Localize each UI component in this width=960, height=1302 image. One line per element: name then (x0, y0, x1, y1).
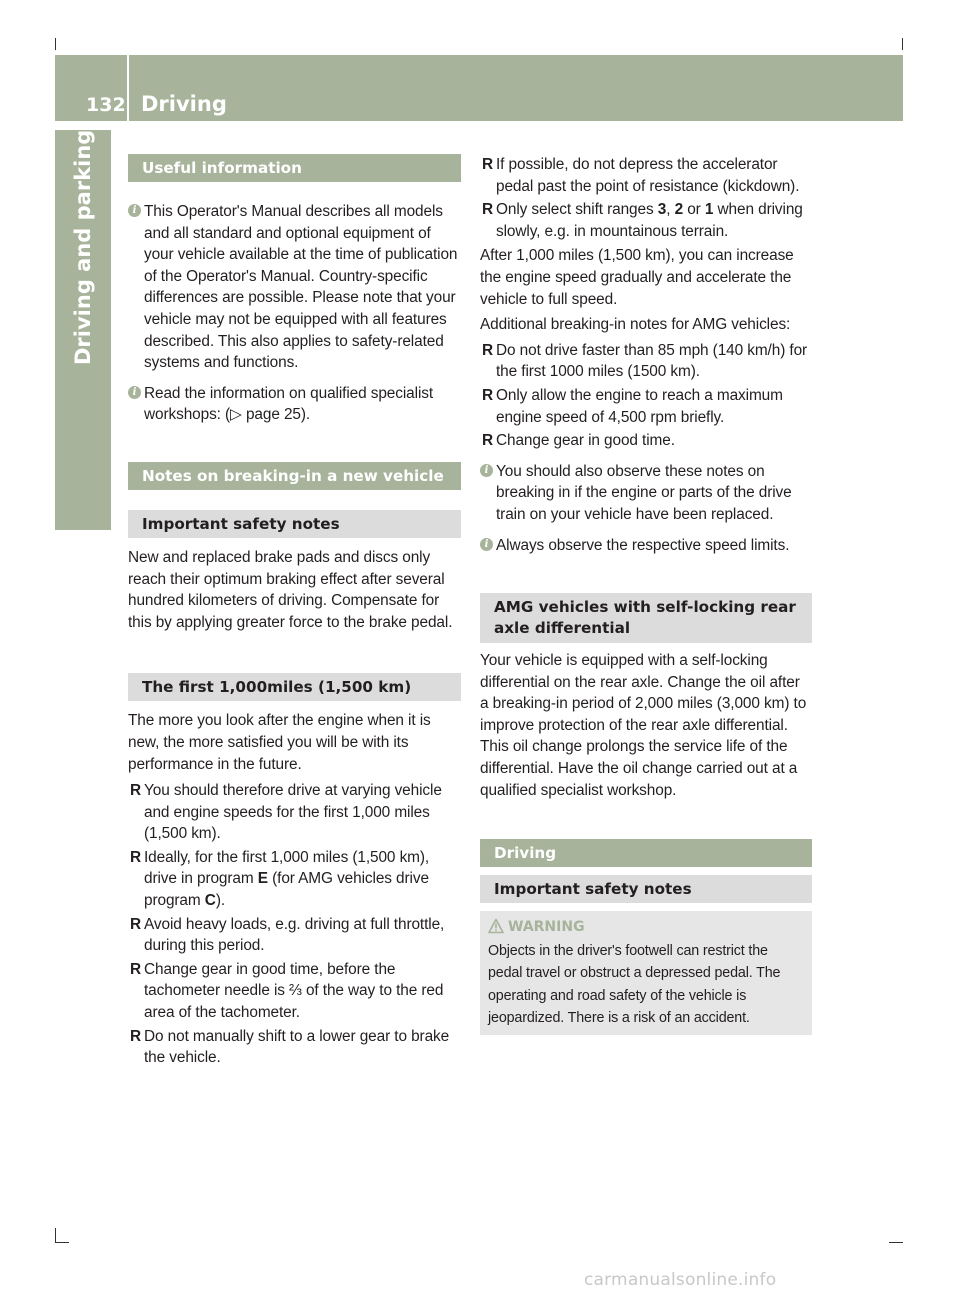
warning-label: WARNING (508, 919, 585, 936)
info-icon: i (480, 464, 493, 477)
warning-heading (488, 917, 804, 937)
info-note-2 (128, 383, 461, 426)
brake-pads-paragraph: New and replaced brake pads and discs only reach their optimum braking effect after several hundred kilometers of driving. Compensate for this by applying greater force to the brake pedal. (128, 548, 453, 631)
crop-mark-bottom-right-h (889, 1242, 903, 1243)
list-item (480, 154, 812, 197)
info-note-3-text: You should also observe these notes on breaking in if the engine or parts of the drive train on your vehicle have been replaced. (496, 462, 792, 523)
watermark: carmanualsonline.info (584, 1270, 777, 1290)
warning-text: Objects in the driver's footwell can restrict the pedal travel or obstruct a depressed pedal. The operating and road safety of the vehicle is jeopardized. There is a risk of an accident. (488, 943, 781, 1026)
info-icon: i (128, 386, 141, 399)
side-title: Driving and parking (71, 130, 95, 366)
info-note-1 (128, 201, 461, 374)
list-item (128, 914, 461, 957)
bullet-glyph: R (482, 432, 494, 450)
list-item-text: Ideally, for the first 1,000 miles (1,500 km), drive in program E (for AMG vehicles drive program C). (144, 848, 430, 910)
list-item (128, 1026, 461, 1069)
list-item-text: Avoid heavy loads, e.g. driving at full throttle, during this period. (144, 915, 445, 955)
info-note-2-text: Read the information on qualified specialist workshops: (▷ page 25). (144, 384, 434, 424)
list-item (480, 199, 812, 242)
useful-information-heading: Useful information (128, 154, 461, 182)
bullet-glyph: R (130, 782, 142, 800)
amg-differential-subheading: AMG vehicles with self-locking rear axle differential (480, 593, 812, 643)
crop-mark-bottom-left-h (55, 1242, 69, 1243)
first-miles-subheading: The first 1,000miles (1,500 km) (128, 673, 461, 701)
list-item-text: Do not manually shift to a lower gear to brake the vehicle. (144, 1027, 450, 1067)
warning-box (480, 911, 812, 1035)
list-item-text: Only allow the engine to reach a maximum engine speed of 4,500 rpm briefly. (496, 386, 783, 426)
right-column (480, 154, 812, 1035)
left-column (128, 154, 461, 1069)
warning-triangle-icon (488, 918, 504, 934)
list-item (480, 385, 812, 428)
crop-mark-top-left-v (55, 38, 56, 50)
engine-care-paragraph: The more you look after the engine when it is new, the more satisfied you will be with its performance in the future. (128, 712, 431, 773)
differential-paragraph: Your vehicle is equipped with a self-locking differential on the rear axle. Change the oil after a breaking-in period of 2,000 miles (3,000 km) to improve protection of the rear axle differential. This oil change prolongs the service life of the differential. Have the oil change carried out at a qualified specialist workshop. (480, 652, 807, 799)
info-icon: i (128, 204, 141, 217)
breaking-in-heading: Notes on breaking-in a new vehicle (128, 462, 461, 490)
header-divider (127, 55, 129, 121)
full-speed-paragraph: After 1,000 miles (1,500 km), you can increase the engine speed gradually and accelerate the vehicle to full speed. (480, 247, 794, 308)
list-item (128, 780, 461, 845)
driving-safety-subheading: Important safety notes (480, 875, 812, 903)
bullet-glyph: R (130, 848, 142, 866)
crop-mark-bottom-left-v (55, 1228, 56, 1242)
driving-heading: Driving (480, 839, 812, 867)
list-item (480, 340, 812, 383)
list-item (128, 847, 461, 912)
info-icon: i (480, 538, 493, 551)
list-item-text: If possible, do not depress the accelerator pedal past the point of resistance (kickdown). (496, 156, 800, 195)
list-item-text: Do not drive faster than 85 mph (140 km/h) for the first 1000 miles (1500 km). (496, 341, 808, 381)
list-item-text: You should therefore drive at varying vehicle and engine speeds for the first 1,000 miles (1,500 km). (144, 782, 442, 843)
bullet-glyph: R (130, 915, 142, 933)
page-number: 132 (86, 94, 126, 116)
bullet-glyph: R (130, 1027, 142, 1045)
info-note-3 (480, 461, 812, 526)
safety-notes-subheading: Important safety notes (128, 510, 461, 538)
bullet-glyph: R (482, 201, 494, 219)
amg-notes-intro: Additional breaking-in notes for AMG vehicles: (480, 316, 791, 334)
list-item (480, 430, 812, 452)
bullet-glyph: R (482, 386, 494, 404)
info-note-1-text: This Operator's Manual describes all models and all standard and optional equipment of your vehicle available at the time of publication of the Operator's Manual. Country-specific differences are possible. Please note that your vehicle may not be equipped with all features described. This also applies to safety-related systems and functions. (144, 203, 458, 372)
list-item (128, 959, 461, 1024)
bullet-glyph: R (482, 156, 494, 173)
list-item-text: Change gear in good time, before the tachometer needle is ⅔ of the way to the red area of the tachometer. (144, 960, 444, 1022)
crop-mark-top-right-v (902, 38, 903, 50)
bullet-glyph: R (130, 960, 142, 978)
info-note-4-text: Always observe the respective speed limits. (496, 536, 790, 554)
running-title: Driving (141, 92, 227, 116)
info-note-4 (480, 535, 812, 557)
list-item-text: Change gear in good time. (496, 432, 675, 450)
bullet-glyph: R (482, 341, 494, 359)
list-item-text: Only select shift ranges 3, 2 or 1 when driving slowly, e.g. in mountainous terrain. (496, 201, 803, 240)
